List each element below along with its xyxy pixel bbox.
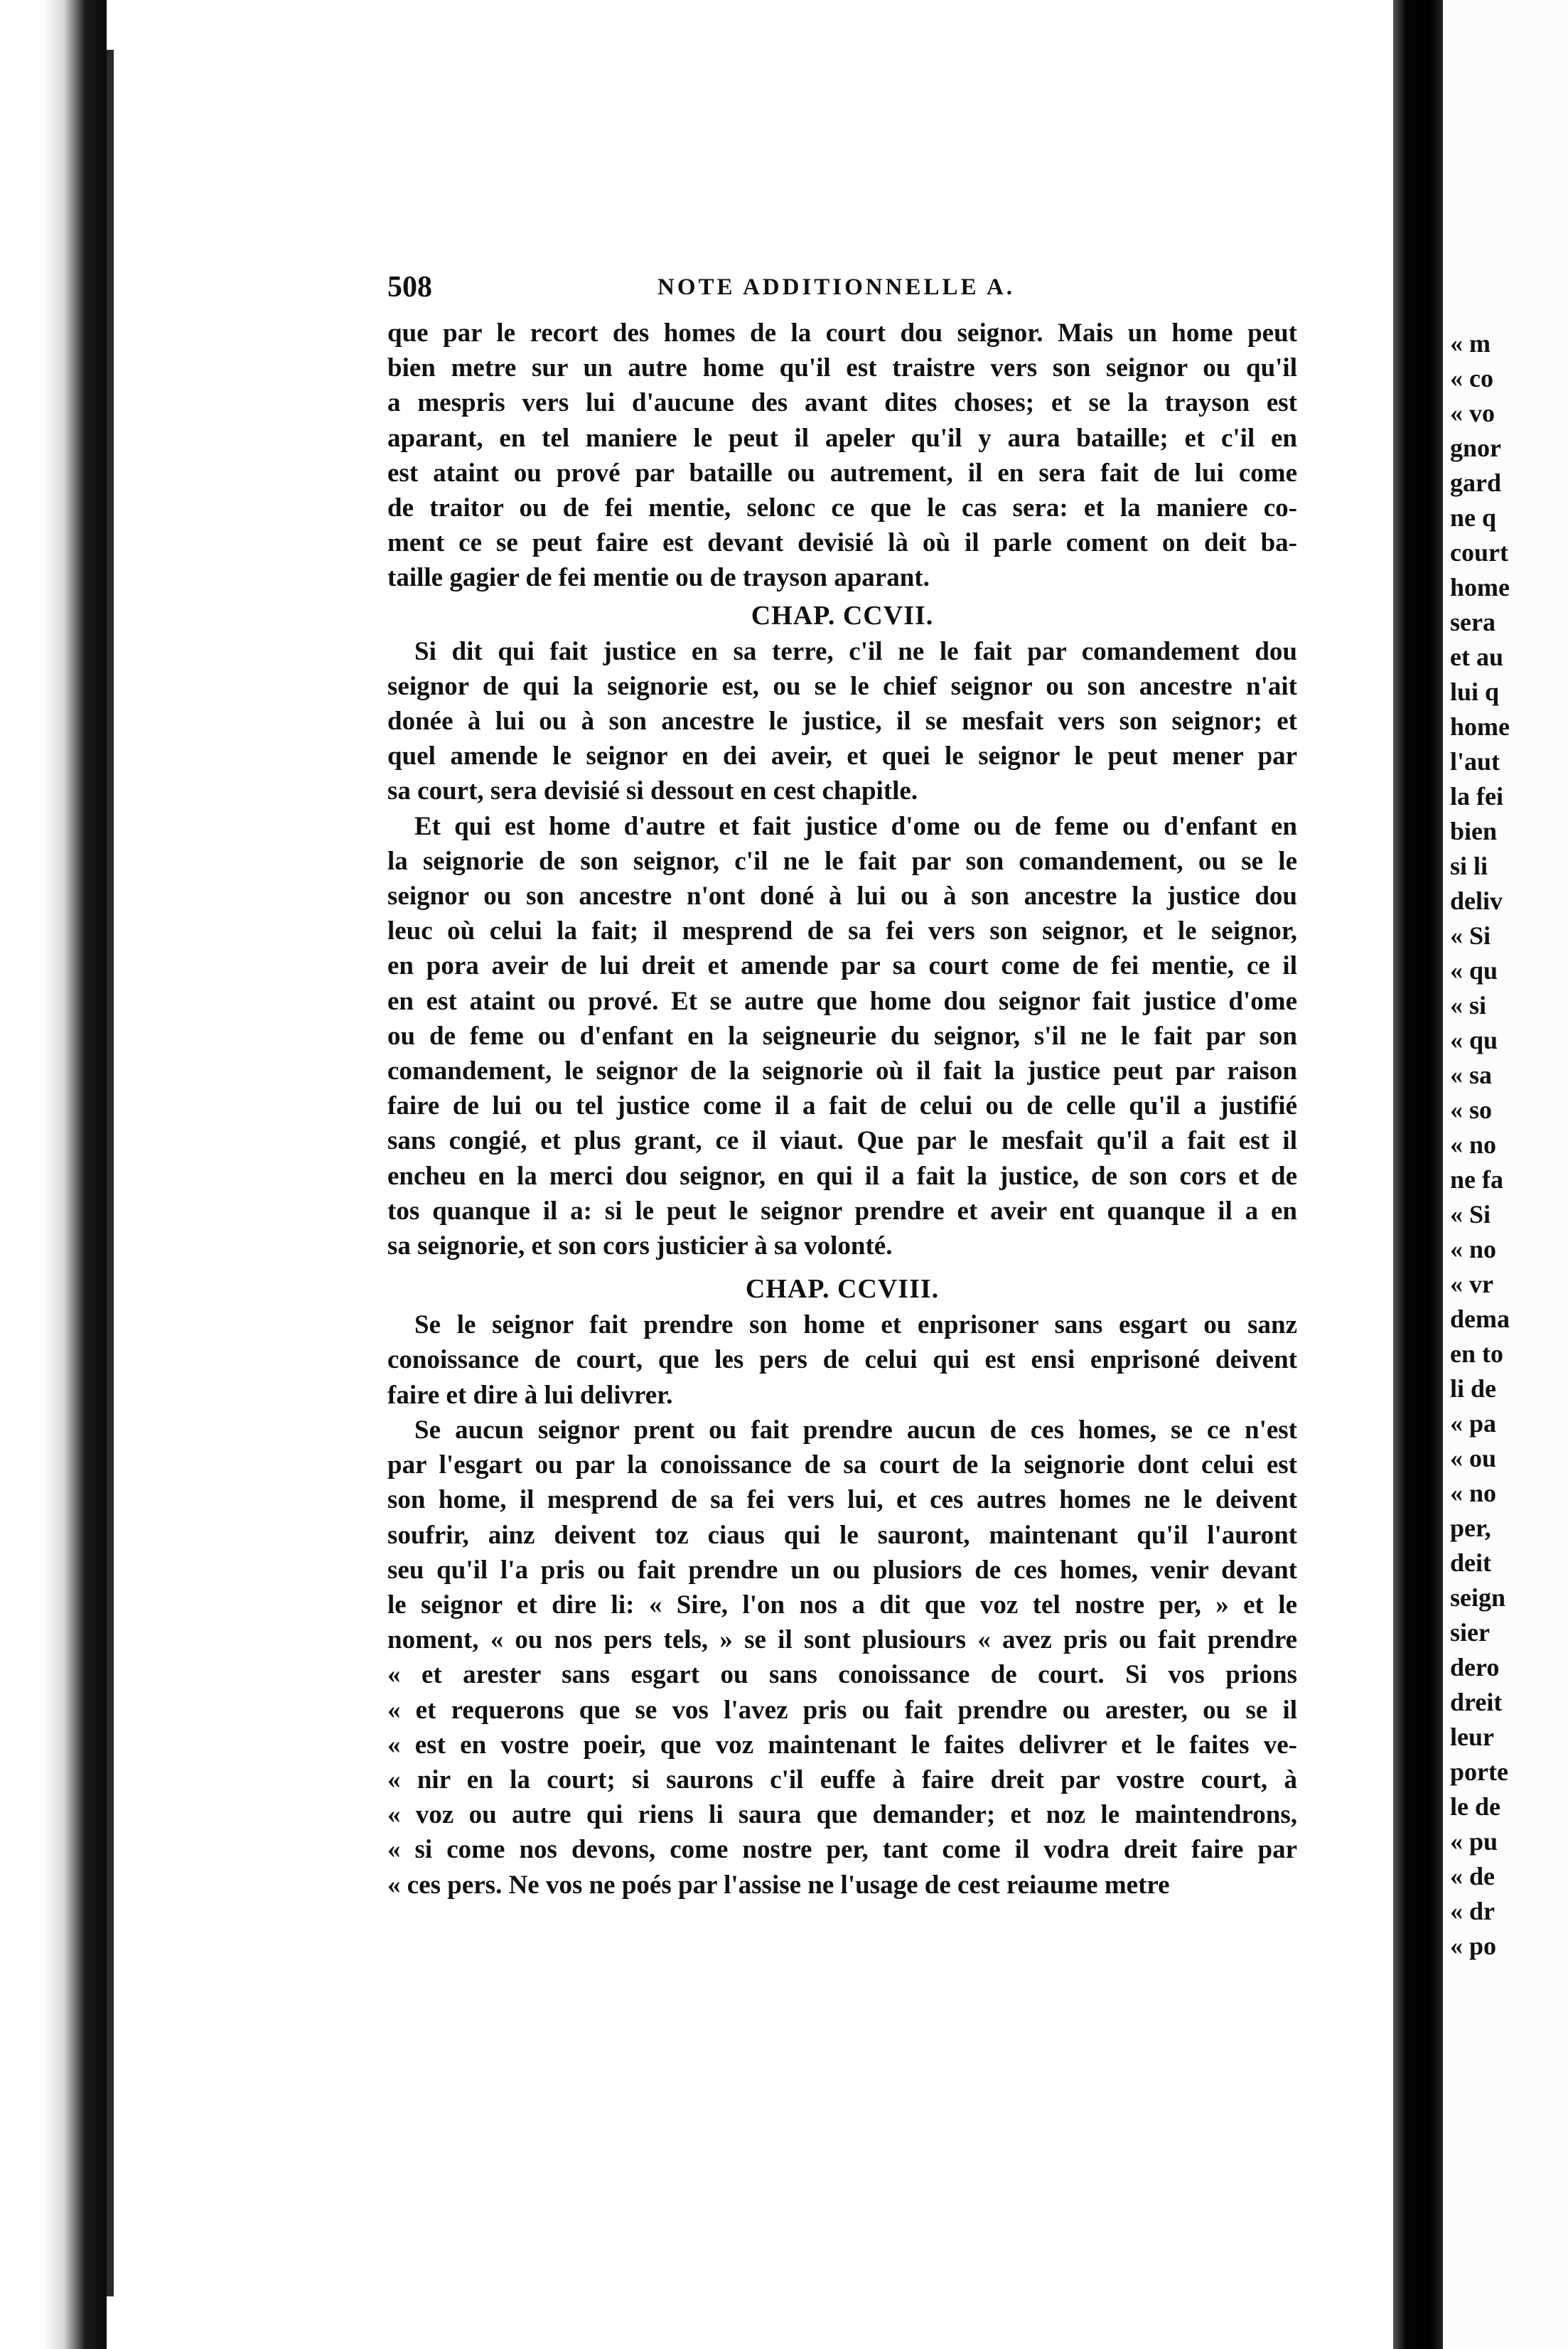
text-line: faire de lui ou tel justice come il a fait de celui ou de celle qu'il a justifié [387, 1091, 1297, 1121]
text-line: soufrir, ainz deivent toz ciaus qui le sauront, maintenant qu'il l'auront [387, 1520, 1297, 1550]
facing-page-line: « qu [1450, 1026, 1498, 1054]
facing-page-line: court [1450, 538, 1508, 567]
text-line: Si dit qui fait justice en sa terre, c'il ne le fait par comandement dou [414, 636, 1297, 666]
facing-page-line: porte [1450, 1757, 1508, 1786]
text-line: « voz ou autre qui riens li saura que demander; et noz le maintendrons, [387, 1800, 1297, 1830]
facing-page-line: ne q [1450, 503, 1497, 532]
text-line: bien metre sur un autre home qu'il est traistre vers son seignor ou qu'il [387, 353, 1297, 383]
chapter-207-text [387, 634, 1297, 1264]
binding-edge [107, 50, 114, 2296]
text-line: est ataint ou prové par bataille ou autrement, il en sera fait de lui come [387, 458, 1297, 488]
text-line: leuc où celui la fait; il mesprend de sa fei vers son seignor, et le seignor, [387, 916, 1297, 946]
text-line: de traitor ou de fei mentie, selonc ce que le cas sera: et la maniere co- [387, 493, 1297, 523]
text-line: ou de feme ou d'enfant en la seigneurie du seignor, s'il ne le fait par son [387, 1021, 1297, 1051]
text-line: que par le recort des homes de la court dou seignor. Mais un home peut [387, 319, 1297, 348]
facing-page-line: la fei [1450, 782, 1503, 810]
facing-page-line: « co [1450, 364, 1493, 392]
facing-page-line: dero [1450, 1653, 1500, 1681]
text-line: Se aucun seignor prent ou fait prendre aucun de ces homes, se ce n'est [414, 1415, 1297, 1445]
facing-page-line: li de [1450, 1374, 1497, 1403]
text-line: a mespris vers lui d'aucune des avant dites choses; et se la trayson est [387, 388, 1297, 418]
facing-page-line: gard [1450, 469, 1501, 497]
text-line: « nir en la court; si saurons c'il euffe à faire dreit par vostre court, à [387, 1765, 1297, 1794]
facing-page-line: per, [1450, 1514, 1491, 1542]
chapter-208-text [387, 1307, 1297, 1902]
paragraph [387, 1307, 1297, 1413]
facing-page-line: « ou [1450, 1444, 1497, 1472]
facing-page-line: « de [1450, 1862, 1495, 1890]
facing-page-line: en to [1450, 1339, 1503, 1368]
facing-page-line: « dr [1450, 1897, 1495, 1925]
running-title: NOTE ADDITIONNELLE A. [657, 274, 1016, 300]
text-line: conoissance de court, que les pers de celui qui est ensi enprisoné deivent [387, 1345, 1297, 1375]
text-line: comandement, le seignor de la seignorie où il fait la justice peut par raison [387, 1056, 1297, 1086]
text-line: quel amende le seignor en dei aveir, et quei le seignor le peut mener par [387, 742, 1297, 771]
text-line: « est en vostre poeir, que voz maintenant le faites delivrer et le faites ve- [387, 1730, 1297, 1760]
facing-page-line: deit [1450, 1548, 1491, 1577]
facing-page-line: « no [1450, 1235, 1497, 1263]
facing-page-line: « po [1450, 1932, 1497, 1960]
paragraph [387, 1413, 1297, 1903]
facing-page-line: home [1450, 712, 1510, 741]
text-line: la seignorie de son seignor, c'il ne le fait par son comandement, ou se le [387, 846, 1297, 876]
text-line: sa court, sera devisié si dessout en cest chapitle. [387, 776, 918, 806]
facing-page-line: si li [1450, 852, 1488, 880]
text-line: son home, il mesprend de sa fei vers lui, et ces autres homes ne le deivent [387, 1485, 1297, 1515]
text-line: noment, « ou nos pers tels, » se il sont plusiours « avez pris ou fait prendre [387, 1625, 1297, 1655]
text-line: en est ataint ou prové. Et se autre que home dou seignor fait justice d'ome [387, 986, 1297, 1016]
text-line: encheu en la merci dou seignor, en qui il a fait la justice, de son cors et de [387, 1161, 1297, 1191]
facing-page-line: gnor [1450, 434, 1501, 462]
facing-page-line: « qu [1450, 956, 1498, 985]
facing-page-line: « no [1450, 1479, 1497, 1507]
text-line: sans congié, et plus grant, ce il viaut. Que par le mesfait qu'il a fait est il [387, 1126, 1297, 1156]
scan-left-border [0, 0, 107, 2349]
facing-page-line: home [1450, 573, 1510, 601]
text-line: ment ce se peut faire est devant devisié là où il parle coment on deit ba- [387, 528, 1297, 558]
facing-page-line: « Si [1450, 1200, 1491, 1229]
text-line: seignor de qui la seignorie est, ou se le chief seignor ou son ancestre n'ait [387, 671, 1297, 701]
facing-page-line: bien [1450, 817, 1498, 845]
main-page [387, 270, 1297, 1903]
facing-page-line: « pa [1450, 1409, 1497, 1438]
facing-page-line: l'aut [1450, 747, 1500, 776]
text-line: « si come nos devons, come nostre per, tant come il vodra dreit faire par [387, 1835, 1297, 1865]
facing-page-line: dreit [1450, 1688, 1503, 1716]
paragraph [387, 634, 1297, 809]
facing-page-line: lui q [1450, 678, 1500, 706]
facing-page-line: « Si [1450, 921, 1491, 950]
facing-page-line: « si [1450, 991, 1487, 1020]
running-head [387, 270, 1297, 316]
text-line: tos quanque il a: si le peut le seignor prendre et aveir ent quanque il a en [387, 1196, 1297, 1226]
facing-page-line: le de [1450, 1792, 1500, 1821]
facing-page-line: « vo [1450, 399, 1495, 427]
facing-page-line: « so [1450, 1096, 1493, 1124]
facing-page-line: dema [1450, 1305, 1510, 1333]
facing-page-line: et au [1450, 643, 1503, 671]
page-gutter [1393, 0, 1443, 2349]
text-line: aparant, en tel maniere le peut il apeler qu'il y aura bataille; et c'il en [387, 423, 1297, 453]
facing-page-line: sera [1450, 608, 1495, 636]
body-text [387, 316, 1297, 1903]
text-line: « et requerons que se vos l'avez pris ou fait prendre ou arester, ou se il [387, 1695, 1297, 1725]
facing-page-line: « pu [1450, 1827, 1498, 1856]
text-line: en pora aveir de lui dreit et amende par sa court come de fei mentie, ce il [387, 951, 1297, 981]
chapter-heading-207: CHAP. CCVII. [751, 600, 934, 631]
text-line: « et arester sans esgart ou sans conoissance de court. Si vos prions [387, 1660, 1297, 1690]
text-line: donée à lui ou à son ancestre le justice, il se mesfait vers son seignor; et [387, 707, 1297, 737]
facing-page-line: leur [1450, 1723, 1494, 1751]
facing-page-fragment [1443, 0, 1568, 2349]
text-before-chapter-207 [387, 316, 1297, 596]
facing-page-line: « vr [1450, 1270, 1493, 1298]
text-line: taille gagier de fei mentie ou de trayson aparant. [387, 563, 930, 593]
facing-page-line: « sa [1450, 1061, 1493, 1089]
facing-page-line: seign [1450, 1583, 1506, 1612]
text-line: sa seignorie, et son cors justicier à sa volonté. [387, 1231, 893, 1261]
chapter-heading-208: CHAP. CCVIII. [745, 1274, 940, 1305]
paragraph [387, 809, 1297, 1264]
text-line: seu qu'il l'a pris ou fait prendre un ou plusiors de ces homes, venir devant [387, 1555, 1297, 1585]
facing-page-line: deliv [1450, 887, 1503, 915]
facing-page-line: sier [1450, 1618, 1490, 1647]
text-line: Se le seignor fait prendre son home et enprisoner sans esgart ou sanz [414, 1310, 1297, 1340]
text-line: Et qui est home d'autre et fait justice d'ome ou de feme ou d'enfant en [414, 811, 1297, 841]
text-line: le seignor et dire li: « Sire, l'on nos a dit que voz tel nostre per, » et le [387, 1590, 1297, 1620]
text-line: par l'esgart ou par la conoissance de sa court de la seignorie dont celui est [387, 1450, 1297, 1480]
facing-page-line: « m [1450, 329, 1491, 358]
facing-page-line: ne fa [1450, 1165, 1503, 1194]
text-line: faire et dire à lui delivrer. [387, 1380, 673, 1410]
text-line: « ces pers. Ne vos ne poés par l'assise ne l'usage de cest reiaume metre [387, 1870, 1170, 1900]
facing-page-line: « no [1450, 1130, 1497, 1159]
paragraph [387, 316, 1297, 596]
text-line: seignor ou son ancestre n'ont doné à lui ou à son ancestre la justice dou [387, 882, 1297, 911]
page-number: 508 [387, 271, 432, 304]
